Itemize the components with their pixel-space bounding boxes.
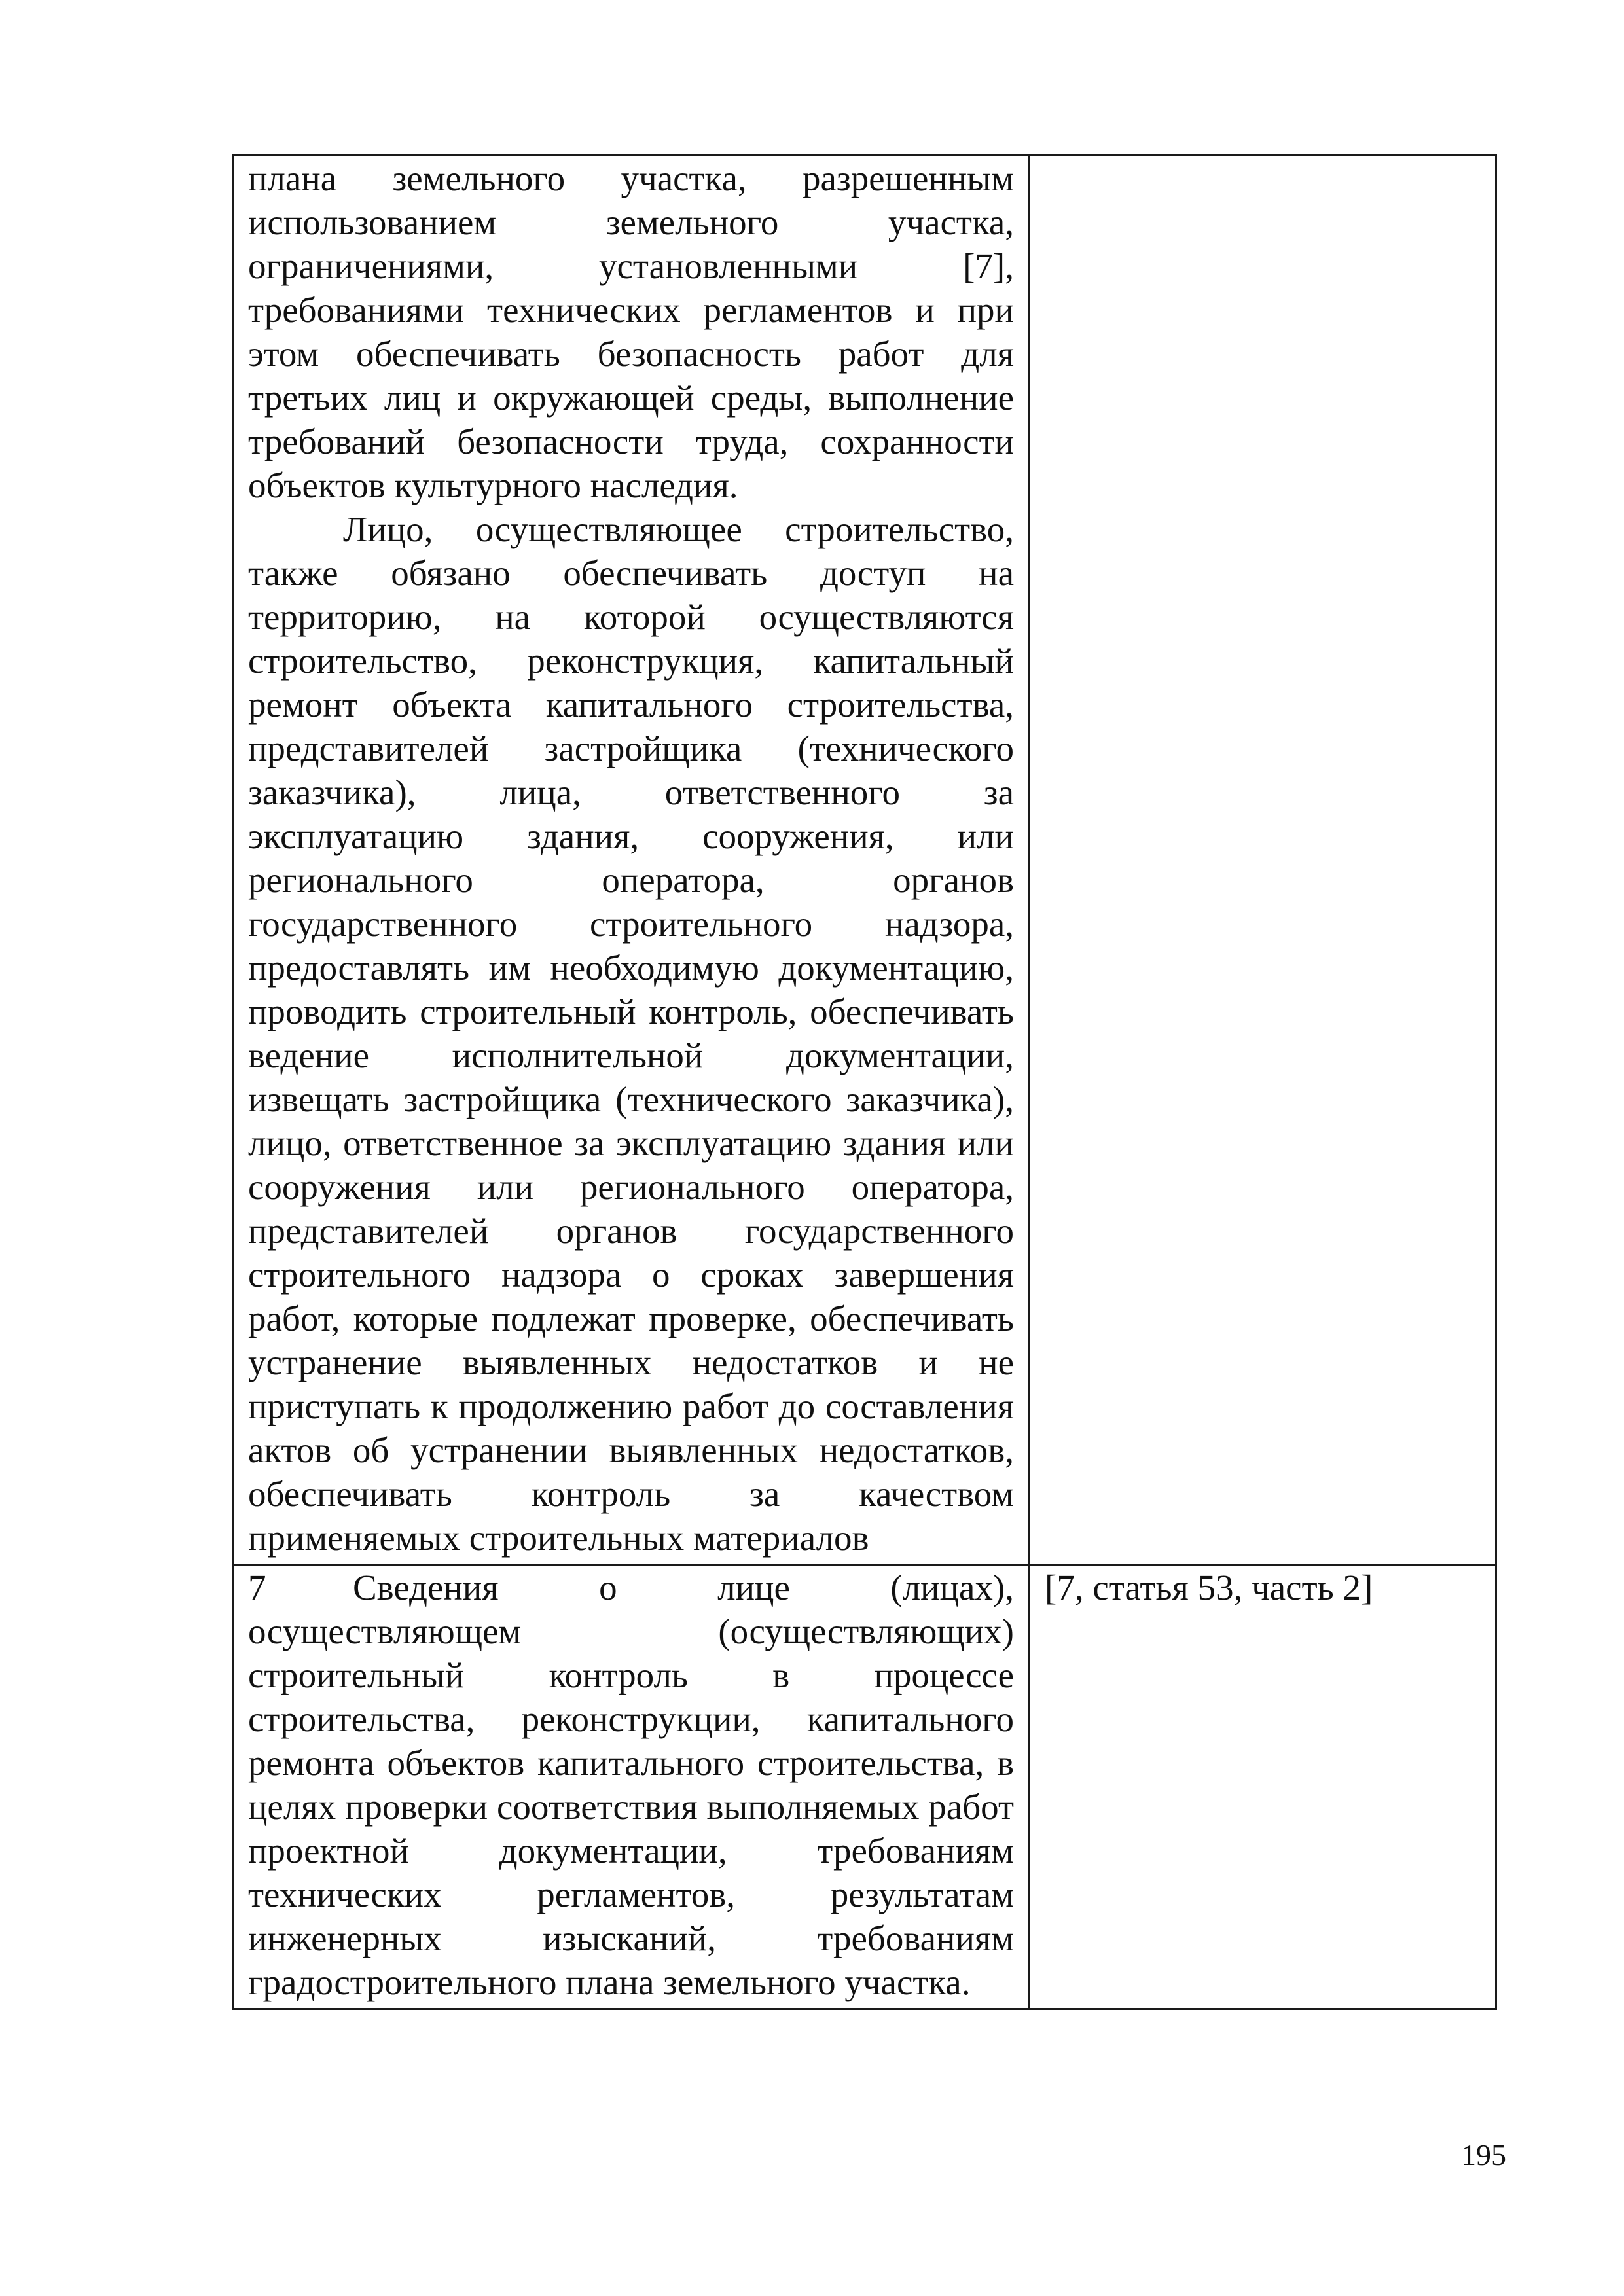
page-number: 195 [1461, 2138, 1506, 2172]
row-text: Сведения о лице (лицах), осуществляющем (осуществляющих) строительный контроль в процессе строительства, реконструкции, капитального ремонта объектов капитального строительства, в целях проверки соответствия выполняемых работ проектной документации, требованиям технических регламентов, результатам инженерных изысканий, требованиям градостроительного плана земельного участка. [248, 1568, 1014, 2002]
table-cell-reference [1030, 1565, 1496, 2009]
legal-reference: [7, статья 53, часть 2] [1045, 1568, 1373, 1607]
table-cell-description [233, 156, 1030, 1565]
table-row [233, 156, 1496, 1565]
paragraph: Лицо, осуществляющее строительство, также обязано обеспечивать доступ на территорию, на которой осуществляются строительство, реконструкция, капитальный ремонт объекта капитального строительства, представителей застройщика (технического заказчика), лица, ответственного за эксплуатацию здания, сооружения, или регионального оператора, органов государственного строительного надзора, предоставлять им необходимую документацию, проводить строительный контроль, обеспечивать ведение исполнительной документации, извещать застройщика (технического заказчика), лицо, ответственное за эксплуатацию здания или сооружения или регионального оператора, представителей органов государственного строительного надзора о сроках завершения работ, которые подлежат проверке, обеспечивать устранение выявленных недостатков и не приступать к продолжению работ до составления актов об устранении выявленных недостатков, обеспечивать контроль за качеством применяемых строительных материалов [248, 509, 1014, 1558]
table-cell-reference [1030, 156, 1496, 1565]
paragraph: плана земельного участка, разрешенным использованием земельного участка, ограничениями, установленными [7], требованиями технических регламентов и при этом обеспечивать безопасность работ для третьих лиц и окружающей среды, выполнение требований безопасности труда, сохранности объектов культурного наследия. [248, 158, 1014, 505]
row-number: 7 [248, 1568, 266, 1607]
table-row [233, 1565, 1496, 2009]
table-cell-description [233, 1565, 1030, 2009]
content-table [232, 154, 1497, 2010]
paragraph [248, 1566, 1014, 2004]
